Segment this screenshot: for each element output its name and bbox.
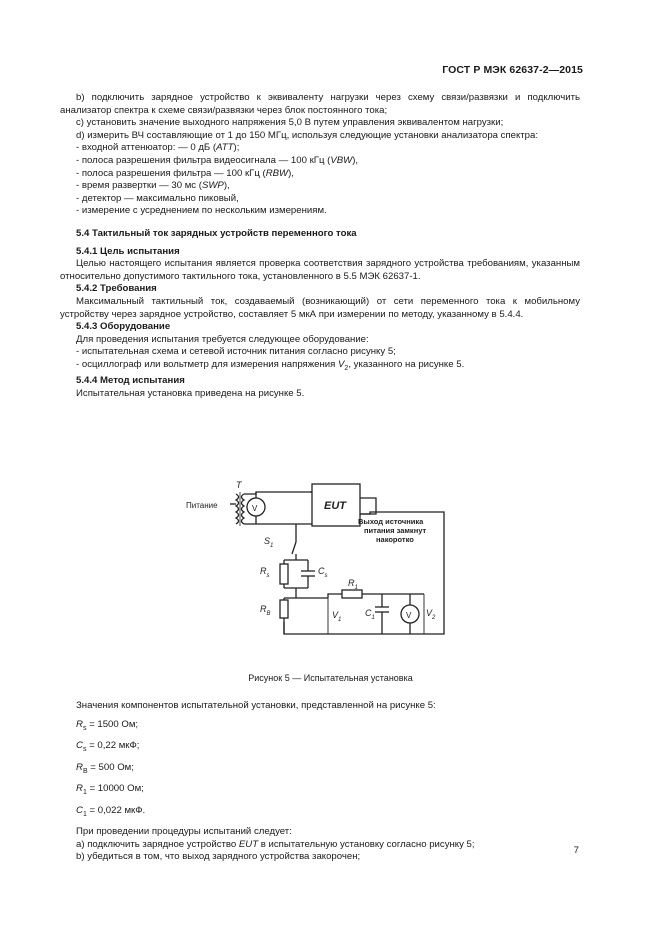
component-rb: $R_B = 500$ Ом; — [76, 761, 134, 775]
section-5-4-1-text: Целью настоящего испытания является проверка соответствия зарядного устройства требованиям, указанным относительно допустимого тактильного тока, установленного в 5.5 МЭК 62637-1. — [60, 258, 580, 282]
output-note-1: Выход источника — [358, 517, 424, 526]
setting-averaging: - измерение с усреднением по нескольким измерениям. — [76, 205, 327, 217]
transformer-secondary-coil — [242, 494, 245, 524]
setting-att: - входной аттенюатор: — 0 дБ (ATT); — [76, 142, 240, 154]
components-intro: Значения компонентов испытательной установки, представленной на рисунке 5: — [76, 700, 436, 711]
setting-detector: - детектор — максимально пиковый, — [76, 192, 239, 204]
power-label: Питание — [186, 501, 218, 510]
section-5-4-3-text: Для проведения испытания требуется следующее оборудование: — [76, 333, 369, 345]
procedure-step-b: b) убедиться в том, что выход зарядного устройства закорочен; — [76, 851, 361, 863]
components-section — [60, 700, 580, 864]
v1-label: $V_1$ — [332, 610, 342, 623]
section-5-4-4-text: Испытательная установка приведена на рисунке 5. — [76, 387, 305, 399]
switch-s1 — [292, 542, 296, 554]
resistor-r1 — [342, 590, 362, 598]
procedure-step-a: a) подключить зарядное устройство EUT в испытательную установку согласно рисунку 5; — [76, 838, 475, 850]
switch-label: $S_1$ — [264, 536, 274, 549]
item-b: b) подключить зарядное устройство к эквиваленту нагрузки через схему связи/развязки и подключить анализатор спектра к схеме связи/развязки через блок постоянного тока; — [60, 92, 580, 116]
resistor-rb — [280, 600, 288, 618]
transformer-primary-coil — [236, 494, 239, 524]
item-c: c) установить значение выходного напряжения 5,0 В путем управления эквивалентом нагрузки; — [76, 117, 504, 129]
section-5-4-3-title: 5.4.3 Оборудование — [76, 321, 171, 333]
figure-caption: Рисунок 5 — Испытательная установка — [248, 673, 413, 683]
component-r1: $R_1 = 10000$ Ом; — [76, 783, 144, 796]
component-c1: $C_1 = 0,022$ мкФ. — [76, 804, 146, 818]
r1-label: $R_1$ — [348, 578, 358, 591]
voltmeter-v2-symbol: V — [406, 611, 412, 620]
setting-rbw: - полоса разрешения фильтра — 100 кГц (RBW), — [76, 167, 294, 179]
section-5-4-1-title: 5.4.1 Цель испытания — [76, 245, 180, 257]
cs-label: $C_s$ — [318, 566, 328, 579]
page-number: 7 — [573, 845, 579, 856]
rb-label: $R_B$ — [260, 604, 271, 617]
component-cs: $C_s = 0,22$ мкФ; — [76, 740, 140, 753]
section-5-4-title: 5.4 Тактильный ток зарядных устройств переменного тока — [76, 227, 357, 239]
resistor-rs — [280, 564, 288, 584]
test-setup-diagram — [60, 474, 580, 644]
output-note-2: питания замкнут — [364, 526, 427, 535]
procedure-intro: При проведении процедуры испытаний следует: — [76, 826, 292, 838]
voltmeter-symbol: V — [252, 504, 258, 513]
section-5-4-2-title: 5.4.2 Требования — [76, 283, 157, 295]
main-text — [60, 92, 580, 401]
setting-swp: - время развертки — 30 мс (SWP), — [76, 180, 230, 192]
item-d: d) измерить ВЧ составляющие от 1 до 150 МГц, используя следующие установки анализатора спектра: — [76, 129, 539, 141]
v2-label: $V_2$ — [426, 608, 436, 621]
equipment-item-2: - осциллограф или вольтметр для измерения напряжения $V_2$, указанного на рисунке 5. — [76, 358, 465, 372]
c1-label: $C_1$ — [365, 608, 375, 621]
wire-top — [244, 492, 312, 494]
document-header: ГОСТ Р МЭК 62637-2—2015 — [442, 64, 583, 76]
equipment-item-1: - испытательная схема и сетевой источник питания согласно рисунку 5; — [76, 346, 396, 358]
section-5-4-2-text: Максимальный тактильный ток, создаваемый (возникающий) от сети переменного тока к мобильному устройству через зарядное устройство, составляет 5 мкА при измерении по методу, указанному в 5.4.4. — [60, 295, 580, 320]
transformer-label: T — [236, 480, 242, 490]
component-rs: $R_s = 1500$ Ом; — [76, 718, 139, 732]
rs-label: $R_s$ — [260, 566, 270, 579]
section-5-4-4-title: 5.4.4 Метод испытания — [76, 375, 185, 387]
eut-label: EUT — [324, 500, 346, 512]
output-note-3: накоротко — [376, 535, 414, 544]
setting-vbw: - полоса разрешения фильтра видеосигнала — 100 кГц (VBW), — [76, 154, 359, 166]
